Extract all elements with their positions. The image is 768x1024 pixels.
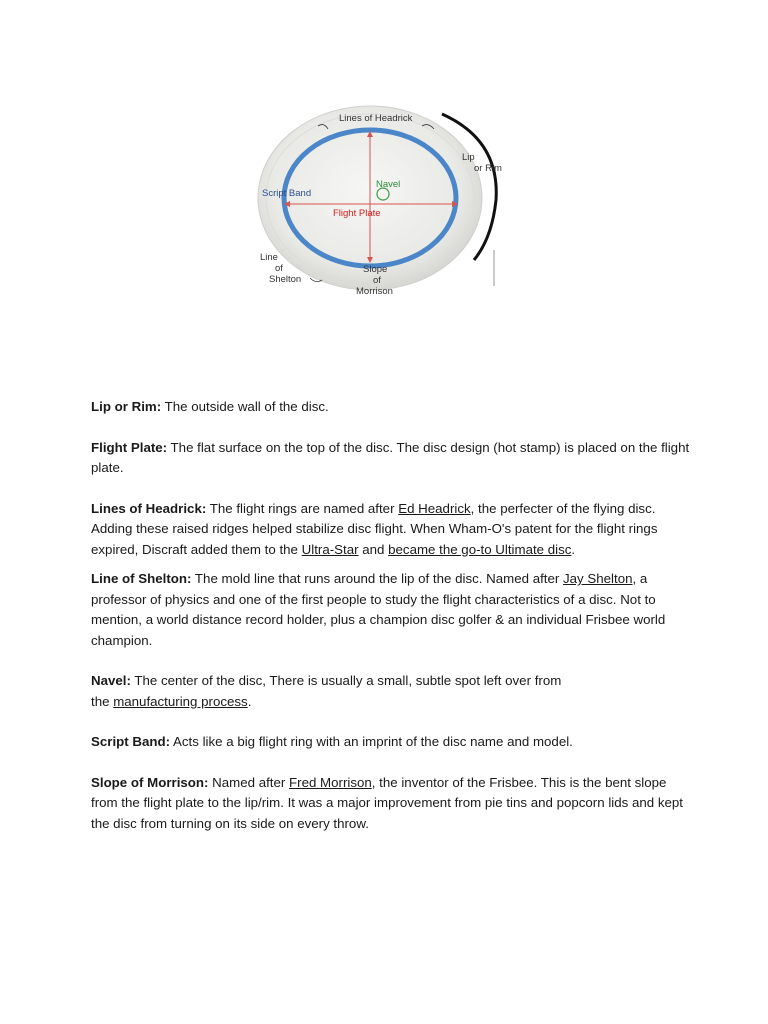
disc-diagram-svg [252,100,508,300]
label-lip: Lip [462,152,475,163]
label-shelton: Shelton [269,274,302,285]
label-script-band: Script Band [262,188,312,199]
entry-line-of-shelton [91,569,691,651]
disc-diagram [252,100,508,300]
entry-text: , the inventor of the Frisbee. This is the bent slope from the flight plate to the lip/rim. It was a major improvement from pie tins and popcorn lids and kept the disc from turning on its side on every throw. [91,774,683,831]
label-of-2: of [373,275,381,286]
entry-lines-of-headrick [91,499,691,561]
entry-text: The flat surface on the top of the disc. The disc design (hot stamp) is placed on the flight plate. [91,439,690,475]
entry-text: The mold line that runs around the lip of the disc. Named after [191,571,564,586]
entry-lip-or-rim [91,397,691,418]
entry-term: Slope of Morrison: [91,774,209,790]
entry-text: . [571,541,576,557]
entry-text: The flight rings are named after [206,500,399,516]
label-of: of [275,263,283,274]
entry-text: Acts like a big flight ring with an imprint of the disc name and model. [170,734,573,749]
label-line: Line [260,252,278,263]
entry-text: . [247,693,252,709]
entry-script-band [91,732,691,753]
label-lines-of-headrick: Lines of Headrick [339,113,413,124]
entry-term: Lip or Rim: [91,399,162,414]
entry-text: , the perfecter of the flying disc. Adding these raised ridges helped stabilize disc flight. When Wham-O's patent for the flight rings expired, Discraft added them to the [91,500,658,557]
entry-term: Line of Shelton: [91,571,192,586]
entry-text: Named after [208,774,290,790]
entry-term: Flight Plate: [91,439,168,455]
label-navel: Navel [376,179,401,190]
entry-flight-plate [91,438,691,479]
entry-term: Script Band: [91,734,171,749]
entry-term: Navel: [91,673,131,688]
link-ultra-star[interactable]: Ultra-Star [301,541,359,557]
link-manufacturing-process[interactable]: manufacturing process [113,693,248,709]
definitions-list [91,397,691,834]
link-jay-shelton[interactable]: Jay Shelton [563,571,633,586]
entry-slope-of-morrison [91,773,691,835]
entry-text: The center of the disc, There is usually a small, subtle spot left over from the [91,673,562,709]
label-slope: Slope [363,264,388,275]
entry-text: and [358,541,389,557]
link-fred-morrison[interactable]: Fred Morrison [289,774,372,790]
link-go-to-ultimate-disc[interactable]: became the go-to Ultimate disc [388,541,572,557]
entry-text: , a professor of physics and one of the first people to study the flight characteristics of a disc. Not to mention, a world distance record holder, plus a champion disc golfer & an individual Frisbee world champion. [91,571,666,648]
link-ed-headrick[interactable]: Ed Headrick [398,500,471,516]
label-flight-plate: Flight Plate [333,208,381,219]
label-or-rim: or Rim [474,163,502,174]
entry-navel [91,671,581,712]
entry-text: The outside wall of the disc. [161,399,329,414]
entry-term: Lines of Headrick: [91,500,207,516]
label-morrison: Morrison [356,286,393,297]
